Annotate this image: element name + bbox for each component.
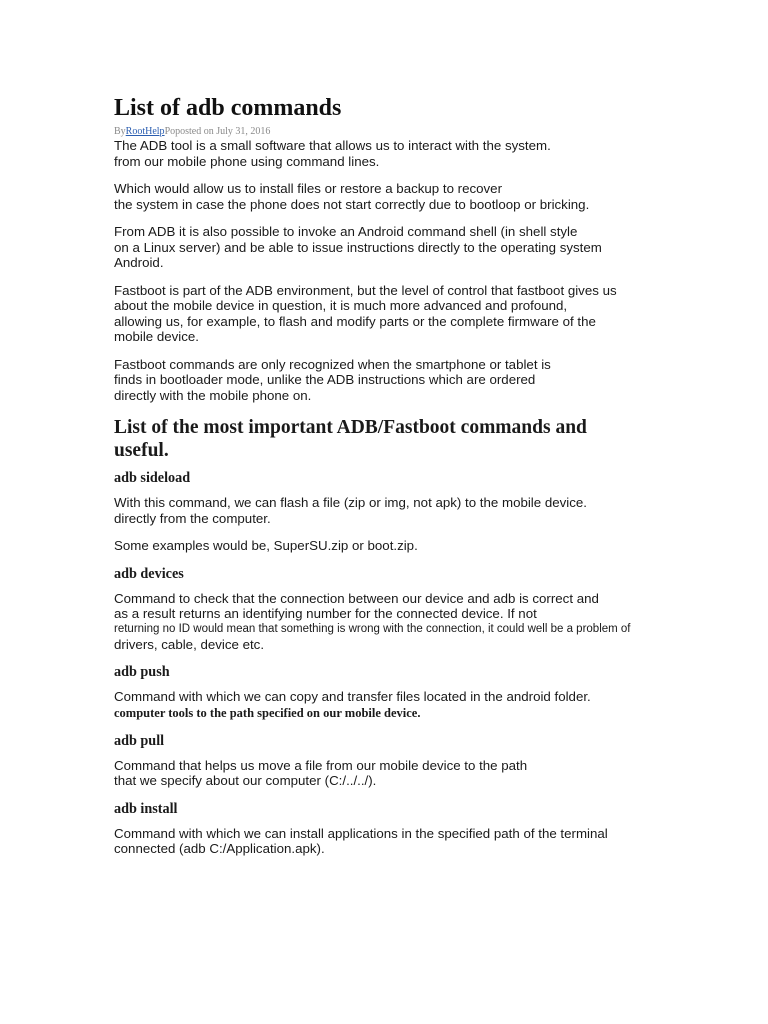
devices-description-end: drivers, cable, device etc.: [114, 636, 265, 652]
article: [114, 94, 674, 857]
page-title: List of adb commands: [114, 95, 342, 121]
command-heading-sideload: adb sideload: [114, 470, 191, 486]
intro-paragraph-1: The ADB tool is a small software that allows us to interact with the system. from our mobile phone using command lines.: [114, 138, 551, 169]
command-heading-devices: adb devices: [114, 565, 184, 582]
command-heading-pull: adb pull: [114, 732, 165, 749]
intro-paragraph-3: From ADB it is also possible to invoke an Android command shell (in shell style on a Linux server) and be able to issue instructions directly to the operating system Android.: [114, 224, 602, 270]
byline: [114, 126, 674, 138]
author-link[interactable]: RootHelp: [125, 126, 165, 137]
push-description-serif: computer tools to the path specified on our mobile device.: [114, 705, 421, 720]
sideload-description: With this command, we can flash a file (zip or img, not apk) to the mobile device. directly from the computer.: [114, 495, 587, 526]
install-description: Command with which we can install applications in the specified path of the terminal connected (adb C:/Application.apk).: [114, 825, 608, 856]
pull-description: Command that helps us move a file from our mobile device to the path that we specify about our computer (C:/../../).: [114, 757, 528, 788]
command-heading-push: adb push: [114, 664, 170, 680]
devices-description: Command to check that the connection between our device and adb is correct and as a result returns an identifying number for the connected device. If not: [114, 590, 599, 621]
devices-description-small: returning no ID would mean that something is wrong with the connection, it could well be a problem of: [114, 622, 631, 635]
byline-date: Poposted on July 31, 2016: [164, 126, 271, 137]
intro-paragraph-4: Fastboot is part of the ADB environment, but the level of control that fastboot gives us about the mobile device in question, it is much more advanced and profound, allowing us, for example, to flash and modify parts or the complete firmware of the mobile device.: [114, 282, 617, 344]
intro-paragraph-5: Fastboot commands are only recognized when the smartphone or tablet is finds in bootloader mode, unlike the ADB instructions which are ordered directly with the mobile phone on.: [114, 356, 551, 403]
section-heading: List of the most important ADB/Fastboot commands and useful.: [114, 417, 587, 461]
byline-by: By: [114, 126, 126, 137]
sideload-examples: Some examples would be, SuperSU.zip or boot.zip.: [114, 538, 418, 553]
command-heading-install: adb install: [114, 800, 178, 817]
intro-paragraph-2: Which would allow us to install files or restore a backup to recover the system in case the phone does not start correctly due to bootloop or bricking.: [114, 181, 590, 212]
push-description: Command with which we can copy and transfer files located in the android folder.: [114, 689, 591, 704]
